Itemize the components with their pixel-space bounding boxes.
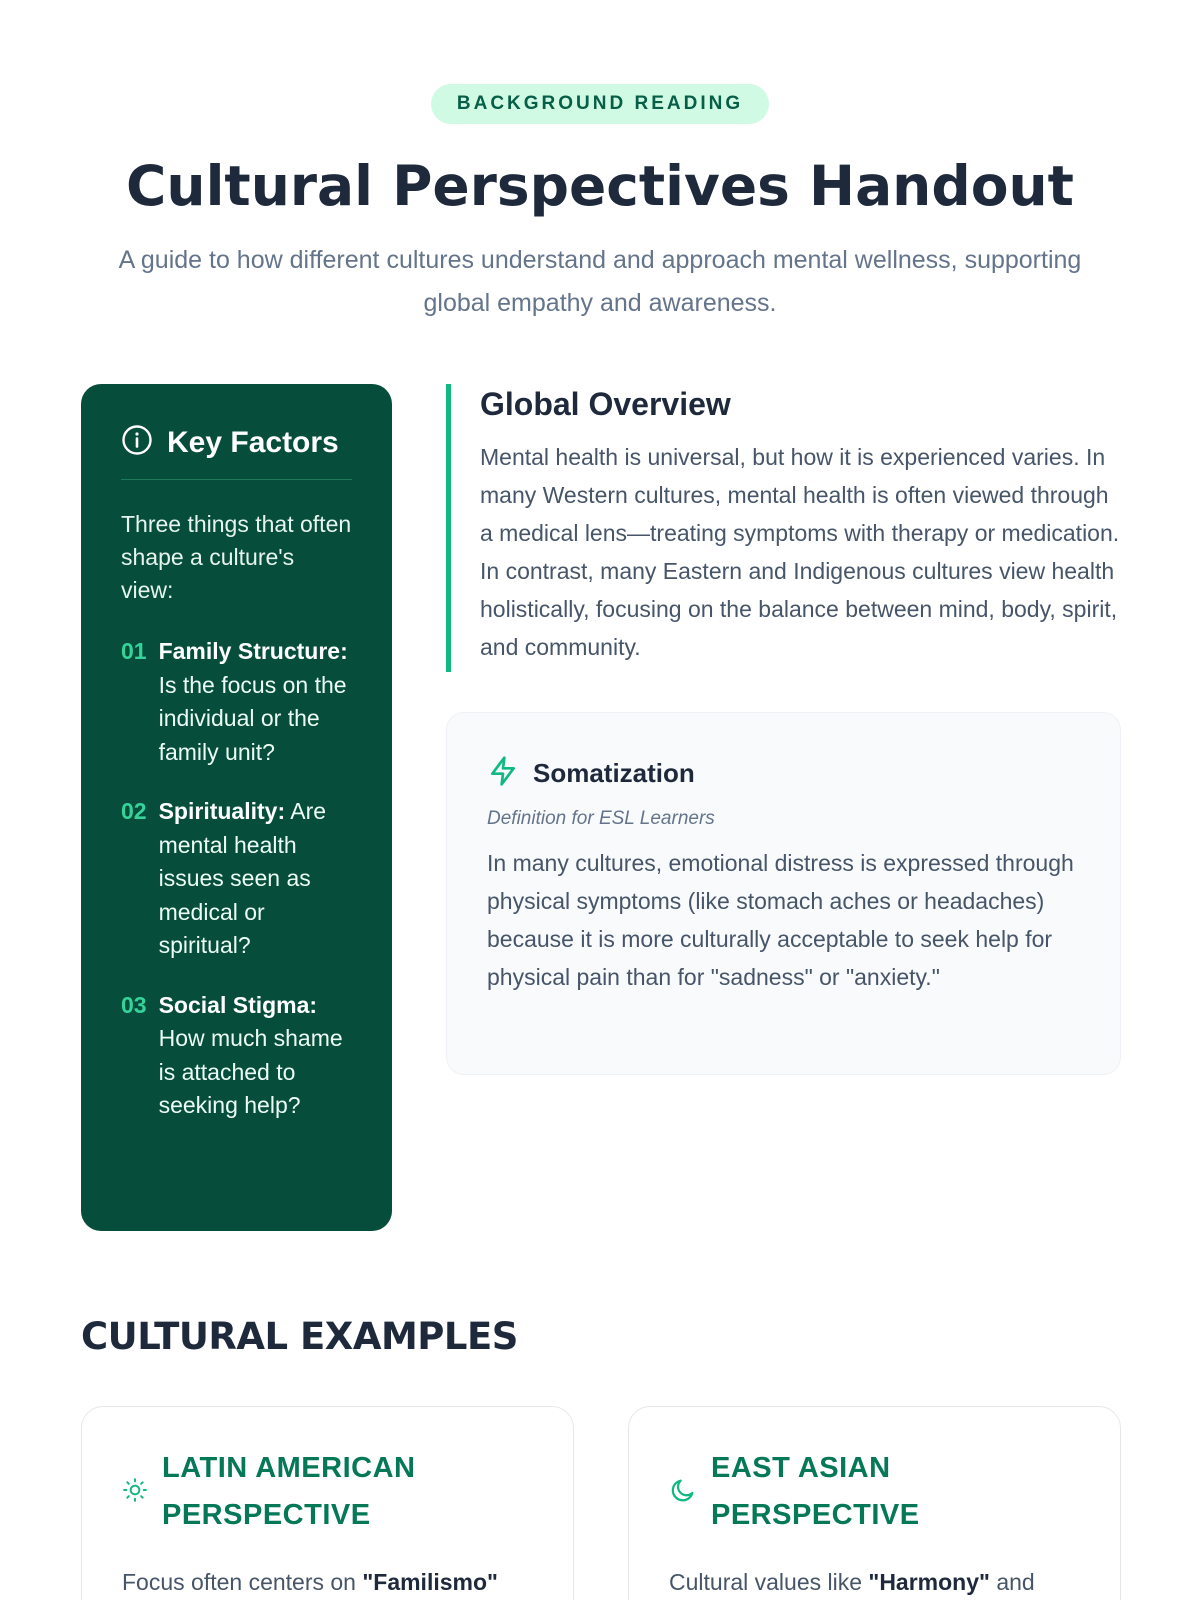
key-factors-header xyxy=(121,424,352,480)
moon-icon xyxy=(669,1476,697,1509)
page-header xyxy=(0,0,1200,325)
list-item-text xyxy=(159,635,352,769)
list-item-body: How much shame is attached to seeking help? xyxy=(158,1025,343,1118)
list-item-number: 02 xyxy=(121,798,147,824)
example-card-latin-american xyxy=(81,1406,574,1600)
example-text-prefix: Focus often centers on xyxy=(122,1569,363,1595)
example-card-east-asian xyxy=(628,1406,1121,1600)
example-text-bold: "Familismo" xyxy=(362,1569,498,1595)
somatization-header xyxy=(487,755,1080,792)
list-item-text xyxy=(159,795,352,963)
overview-text: Mental health is universal, but how it is experienced varies. In many Western cultures, mental health is often viewed through a medical lens—treating symptoms with therapy or medication. In contrast, many Eastern and Indigenous cultures view health holistically, focusing on the balance between mind, body, spirit, and community. xyxy=(480,444,1120,660)
right-column xyxy=(446,384,1121,1075)
list-item xyxy=(121,635,352,769)
example-card-header xyxy=(122,1445,533,1539)
list-item xyxy=(121,989,352,1123)
list-item-label: Social Stigma: xyxy=(158,991,318,1018)
list-item xyxy=(121,795,352,963)
sun-icon xyxy=(122,1477,148,1508)
list-item-number: 01 xyxy=(121,638,147,664)
list-item-body: Is the focus on the individual or the family unit? xyxy=(158,671,347,765)
example-card-title: LATIN AMERICAN PERSPECTIVE xyxy=(162,1452,416,1531)
list-item-text xyxy=(159,989,352,1123)
example-card-title: EAST ASIAN PERSPECTIVE xyxy=(711,1452,920,1531)
list-item-number: 03 xyxy=(121,991,147,1018)
key-factors-panel xyxy=(81,384,392,1231)
lightning-icon xyxy=(487,755,519,792)
somatization-title: Somatization xyxy=(533,758,695,788)
overview-title: Global Overview xyxy=(480,386,731,422)
example-text-prefix: Cultural values like xyxy=(669,1569,869,1595)
global-overview xyxy=(446,384,1121,672)
example-card-text xyxy=(122,1565,533,1599)
page-subtitle: A guide to how different cultures understand and approach mental wellness, supporting global empathy and awareness. xyxy=(118,245,1082,317)
example-text-bold: "Harmony" xyxy=(868,1569,990,1595)
info-icon xyxy=(121,424,153,461)
example-card-text xyxy=(669,1565,1080,1599)
key-factors-title: Key Factors xyxy=(167,425,339,459)
page-title: Cultural Perspectives Handout xyxy=(126,154,1074,218)
key-factors-intro: Three things that often shape a culture's view: xyxy=(121,511,352,603)
key-factors-list xyxy=(121,635,352,1123)
somatization-card xyxy=(446,712,1121,1075)
examples-title: CULTURAL EXAMPLES xyxy=(81,1315,518,1358)
section-badge: BACKGROUND READING xyxy=(431,84,769,124)
list-item-label: Family Structure: xyxy=(158,638,348,664)
list-item-label: Spirituality: xyxy=(158,798,286,824)
example-text-suffix: and xyxy=(989,1569,1035,1595)
example-card-header xyxy=(669,1445,1080,1539)
somatization-text: In many cultures, emotional distress is expressed through physical symptoms (like stomach aches or headaches) because it is more culturally acceptable to seek help for physical pain than for "sadness" or "anxiety." xyxy=(487,850,1074,990)
list-item-body: Are mental health issues seen as medical or spiritual? xyxy=(158,798,327,958)
somatization-subtitle: Definition for ESL Learners xyxy=(487,808,715,829)
